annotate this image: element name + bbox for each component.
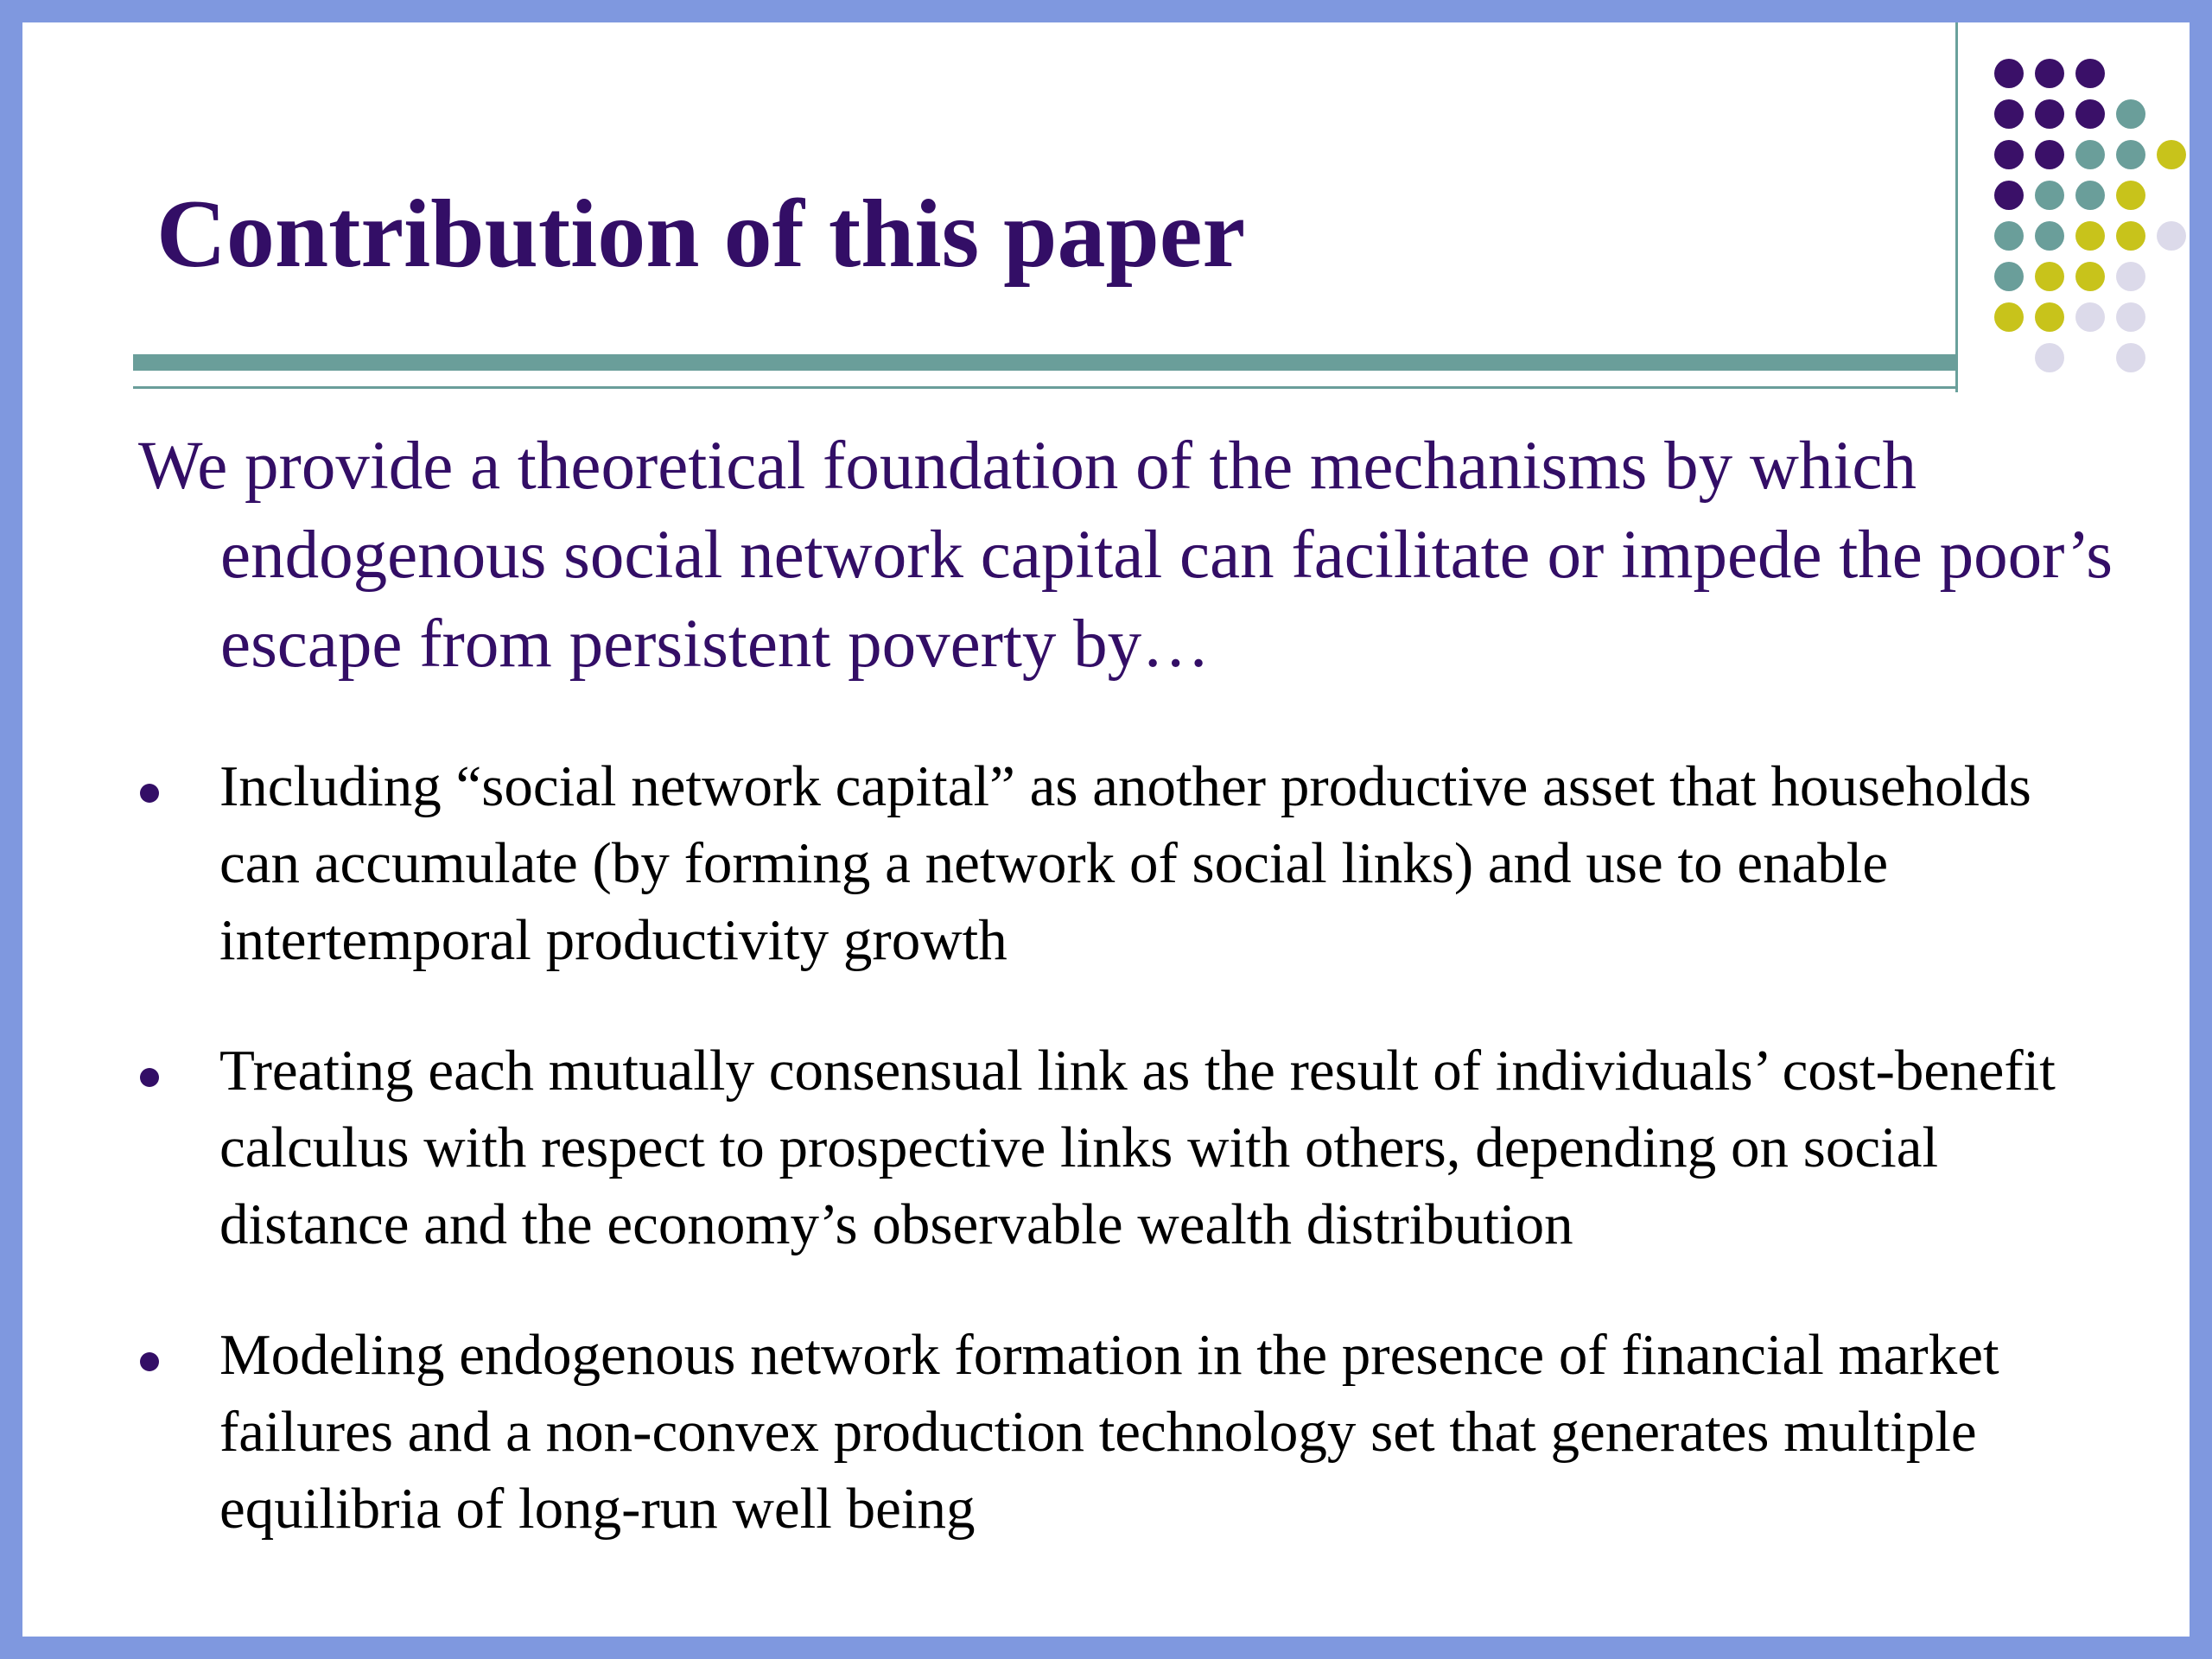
decorative-dot <box>2035 262 2064 291</box>
decorative-dot <box>1994 262 2024 291</box>
decorative-dot <box>2116 302 2145 332</box>
decorative-dot <box>1994 221 2024 251</box>
bullet-dot-icon <box>140 1352 159 1371</box>
bullet-text: Including “social network capital” as another productive asset that households can accumulate (by forming a network of social links) and use to enable intertemporal productivity growth <box>219 754 2031 972</box>
decorative-dot <box>2116 262 2145 291</box>
title-rule-thick <box>133 354 1958 371</box>
decorative-dot <box>2035 343 2064 372</box>
decorative-dot <box>2075 181 2105 210</box>
decorative-dot <box>1994 59 2024 88</box>
decorative-dot <box>2035 99 2064 129</box>
decorative-dot <box>2075 140 2105 169</box>
decorative-dot <box>1994 140 2024 169</box>
intro-paragraph: We provide a theoretical foundation of the mechanisms by which endogenous social network capital can facilitate or impede the poor’s escape from persistent poverty by… <box>138 429 2113 682</box>
decorative-dot <box>2075 302 2105 332</box>
decorative-dot <box>2157 221 2186 251</box>
decorative-dot <box>2157 140 2186 169</box>
decorative-dot <box>2035 181 2064 210</box>
decorative-dot <box>2075 99 2105 129</box>
bullet-dot-icon <box>140 1068 159 1087</box>
decorative-dot <box>2116 181 2145 210</box>
decorative-dot <box>1994 181 2024 210</box>
decorative-dot <box>2035 59 2064 88</box>
title-rule-thin <box>133 386 1958 389</box>
decorative-dot <box>2075 221 2105 251</box>
bullet-item <box>135 1033 2122 1263</box>
bullet-list <box>135 748 2122 1601</box>
decorative-dot <box>1994 302 2024 332</box>
bullet-item <box>135 1317 2122 1548</box>
decorative-dot <box>2116 140 2145 169</box>
decorative-dot <box>2035 302 2064 332</box>
decorative-dot <box>2116 343 2145 372</box>
decorative-dot <box>2075 59 2105 88</box>
slide-title: Contribution of this paper <box>156 181 1246 288</box>
corner-divider-line <box>1955 22 1958 392</box>
decorative-dot <box>1994 99 2024 129</box>
bullet-text: Modeling endogenous network formation in the presence of financial market failures and a non-convex production technology set that generates multiple equilibria of long-run well being <box>219 1323 1999 1541</box>
bullet-dot-icon <box>140 784 159 803</box>
decorative-dot <box>2075 262 2105 291</box>
decorative-dot <box>2035 140 2064 169</box>
decorative-dot <box>2035 221 2064 251</box>
bullet-item <box>135 748 2122 979</box>
bullet-text: Treating each mutually consensual link as the result of individuals’ cost-benefit calculus with respect to prospective links with others, depending on social distance and the economy’s observable wealth distribution <box>219 1039 2056 1256</box>
decorative-dot <box>2116 99 2145 129</box>
decorative-dot <box>2116 221 2145 251</box>
